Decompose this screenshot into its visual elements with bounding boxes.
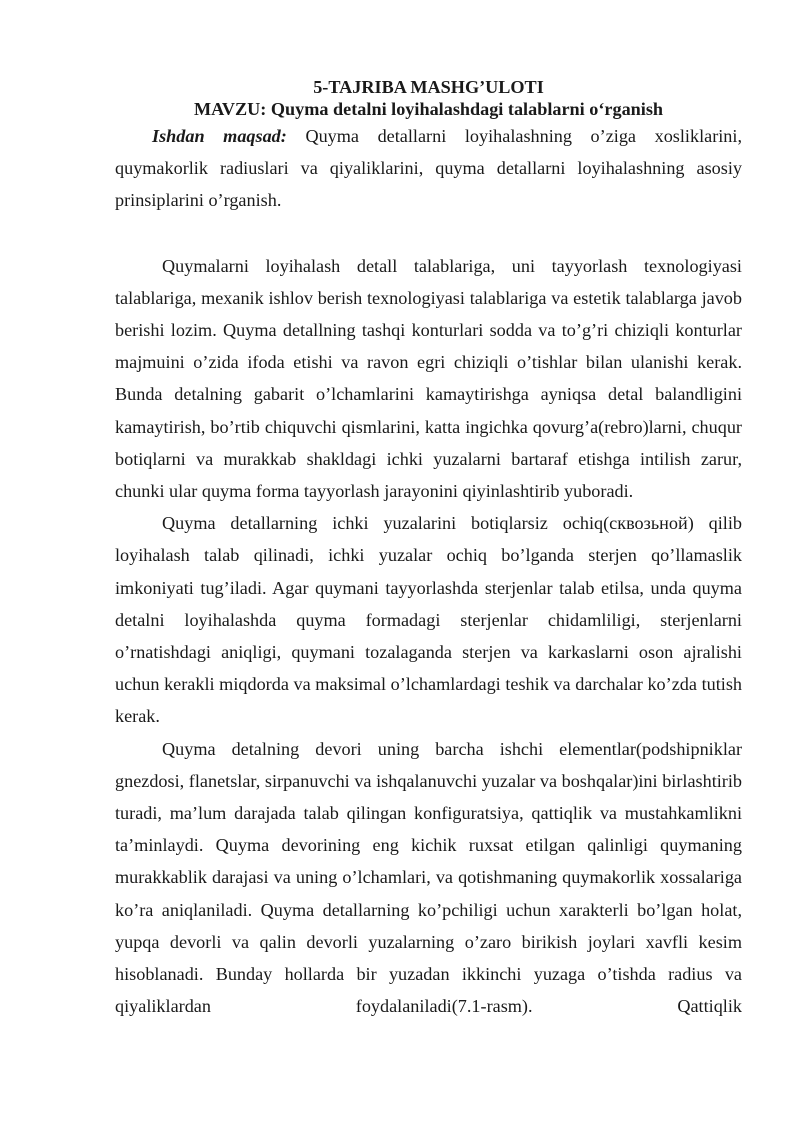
aim-paragraph [115, 120, 742, 217]
body-paragraph-3: Quyma detalning devori uning barcha ishchi elementlar(podshipniklar gnezdosi, flanetslar, sirpanuvchi va ishqalanuvchi yuzalar va boshqalar)ini birlashtirib turadi, ma’lum darajada talab qilingan konfiguratsiya, qattiqlik va mustahkamlikni ta’minlaydi. Quyma devorining eng kichik ruxsat etilgan qalinligi quymaning murakkablik darajasi va uning o’lchamlari, va qotishmaning quymakorlik xossalariga ko’ra aniqlaniladi. Quyma detallarning ko’pchiligi uchun xarakterli bo’lgan holat, yupqa devorli va qalin devorli yuzalarning o’zaro birikish joylari xavfli kesim hisoblanadi. Bunday hollarda bir yuzadan ikkinchi yuzaga o’tishda radius va qiyaliklardan foydalaniladi(7.1-rasm). Qattiqlik [115, 738, 742, 1017]
document-title: 5-TAJRIBA MASHG’ULOTI [313, 77, 544, 97]
body-paragraph-2: Quyma detallarning ichki yuzalarini botiqlarsiz ochiq(сквозьной) qilib loyihalash talab qilinadi, ichki yuzalar ochiq bo’lganda sterjen qo’llamaslik imkoniyati tug’iladi. Agar quymani tayyorlashda sterjenlar talab etilsa, unda quyma detalni loyihalashda quyma formadagi sterjenlar chidamliligi, sterjenlarni o’rnatishdagi aniqligi, quymani tozalaganda sterjen va karkaslarni oson ajralishi uchun kerakli miqdorda va maksimal o’lchamlardagi teshik va darchalar ko’zda tutish kerak. [115, 513, 742, 727]
document-subtitle: MAVZU: Quyma detalni loyihalashdagi talablarni o‘rganish [193, 99, 664, 119]
aim-text: Quyma detallarni loyihalashning o’ziga xosliklarini, quymakorlik radiuslari va qiyaliklarini, quyma detallarni loyihalashning asosiy prinsiplarini o’rganish. [115, 126, 742, 211]
spacer [115, 217, 742, 250]
document-page [115, 68, 742, 1022]
body-paragraph-1: Quymalarni loyihalash detall talablariga, uni tayyorlash texnologiyasi talablariga, mexanik ishlov berish texnologiyasi talablariga va estetik talablarga javob berishi lozim. Quyma detallning tashqi konturlari sodda va to’g’ri chiziqli konturlar majmuini o’zida ifoda etishi va ravon egri chiziqli o’tishlar bilan ulanishi kerak. Bunda detalning gabarit o’lchamlarini kamaytirishga ayniqsa detal balandligini kamaytirish, bo’rtib chiquvchi qismlarini, katta ingichka qovurg’a(rebro)larni, chuqur botiqlarni va murakkab shakldagi ichki yuzalarni bartaraf etishga intilish zarur, chunki ular quyma forma tayyorlash jarayonini qiyinlashtirib yuboradi. [115, 255, 742, 502]
aim-label: Ishdan maqsad: [152, 126, 287, 146]
